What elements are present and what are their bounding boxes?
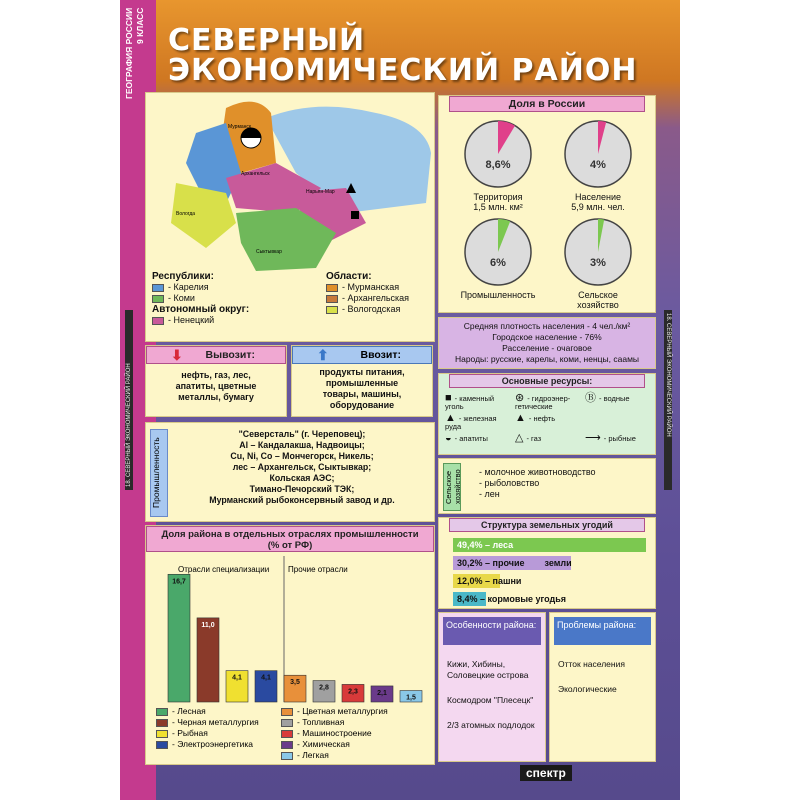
map-city-naryan-mar: Нарьян-Мар xyxy=(306,189,335,195)
legend-swatch xyxy=(152,317,164,325)
map-city-murmansk: Мурманск xyxy=(228,124,252,130)
map-city-arkhangelsk: Архангельск xyxy=(241,171,270,177)
agri-side-label: Сельское хозяйство xyxy=(443,463,461,511)
legend-swatch xyxy=(326,284,338,292)
chart-legend-label: - Электроэнергетика xyxy=(172,739,253,749)
page-title xyxy=(168,23,638,88)
legend-item: - Вологодская xyxy=(326,304,432,315)
region-map xyxy=(146,93,436,273)
features-item: Космодром "Плесецк" xyxy=(447,695,534,705)
chart-legend-label: - Машиностроение xyxy=(297,728,372,738)
publisher-logo: спектр xyxy=(520,765,572,781)
pie-value: 3% xyxy=(590,257,606,269)
agri-text: - молочное животноводство - рыболовство - лен xyxy=(479,467,596,499)
legend-swatch xyxy=(156,719,168,727)
chart-legend-item xyxy=(156,706,206,716)
chart-legend-item xyxy=(281,750,329,760)
export-panel xyxy=(145,345,287,417)
pie-graphic xyxy=(454,118,542,190)
resource-icon: ◒ xyxy=(445,432,452,444)
chart-group-label: Прочие отрасли xyxy=(288,565,348,574)
resource-item xyxy=(585,394,653,403)
resource-icon: ▲ xyxy=(515,412,526,424)
import-text: продукты питания, промышленные товары, машины, оборудование xyxy=(319,367,405,410)
map-city-vologda: Вологда xyxy=(176,211,196,217)
chart-legend-label: - Химическая xyxy=(297,739,350,749)
resource-icon: △ xyxy=(515,432,524,444)
resource-label: - водные xyxy=(599,394,630,403)
land-bar xyxy=(453,538,513,552)
population-panel xyxy=(438,317,656,369)
legend-swatch xyxy=(152,295,164,303)
chart-legend-item xyxy=(281,728,372,738)
legend-swatch xyxy=(281,730,293,738)
land-bar-label: 30,2% – прочие xyxy=(457,558,525,568)
chart-legend-label: - Топливная xyxy=(297,717,345,727)
course-name: ГЕОГРАФИЯ РОССИИ xyxy=(124,8,134,100)
legend-swatch xyxy=(281,708,293,716)
chart-legend xyxy=(156,706,436,762)
industry-text: "Северсталь" (г. Череповец); Al – Кандалакша, Надвоицы; Cu, Ni, Co – Мончегорск, Никель; лес – Архангельск, Сыктывкар; Кольская АЭС; Тимано-Печорский ТЭК; Мурманский рыбоконсервный завод и др. xyxy=(209,429,395,505)
resource-label: - рыбные xyxy=(603,434,636,443)
land-bar-label: 12,0% – пашни xyxy=(457,576,522,586)
problems-title: Проблемы района: xyxy=(554,617,651,645)
legend-swatch xyxy=(156,730,168,738)
legend-swatch xyxy=(152,284,164,292)
chart-data-label: 2,8 xyxy=(319,684,329,692)
map-city-syktyvkar: Сыктывкар xyxy=(256,249,282,255)
left-vertical-label: 18. СЕВЕРНЫЙ ЭКОНОМИЧЕСКИЙ РАЙОН xyxy=(125,310,133,490)
share-panel xyxy=(438,95,656,313)
resource-item xyxy=(445,394,513,411)
export-text: нефть, газ, лес, апатиты, цветные металлы, бумагу xyxy=(175,370,257,402)
import-header xyxy=(292,346,432,364)
legend-republics-title: Республики: xyxy=(152,271,214,282)
resource-label: - газ xyxy=(526,434,542,443)
pie-sublabel: 5,9 млн. чел. xyxy=(571,202,625,212)
resource-icon: ⟶ xyxy=(585,432,601,444)
legend-oblasts-title: Области: xyxy=(326,271,372,282)
chart-group-label: Отрасли специализации xyxy=(178,565,270,574)
resource-item xyxy=(515,414,583,423)
right-vertical-label: 18. СЕВЕРНЫЙ ЭКОНОМИЧЕСКИЙ РАЙОН xyxy=(664,310,672,490)
problems-panel xyxy=(549,612,656,762)
resource-icon: ■ xyxy=(445,392,452,404)
chart-legend-item xyxy=(281,717,344,727)
features-title: Особенности района: xyxy=(443,617,541,645)
share-pie xyxy=(454,118,542,212)
chart-data-label: 2,3 xyxy=(348,688,358,696)
map-panel xyxy=(145,92,435,342)
resource-icon: ⊛ xyxy=(515,392,525,404)
problems-item: Экологические xyxy=(558,684,617,694)
chart-legend-label: - Цветная металлургия xyxy=(297,706,388,716)
land-panel xyxy=(438,517,656,609)
grade-label: 9 КЛАСС xyxy=(135,8,145,45)
chart-data-label: 11,0 xyxy=(201,621,215,629)
pie-graphic xyxy=(554,118,642,190)
land-bar-label: 8,4% – кормовые угодья xyxy=(457,594,567,604)
legend-swatch xyxy=(281,752,293,760)
title-line-2: ЭКОНОМИЧЕСКИЙ РАЙОН xyxy=(168,53,638,88)
pie-value: 6% xyxy=(490,257,506,269)
problems-item: Отток населения xyxy=(558,659,625,669)
chart-legend-label: - Рыбная xyxy=(172,728,208,738)
legend-right xyxy=(326,271,432,315)
features-list xyxy=(439,649,545,735)
chart-legend-label: - Черная металлургия xyxy=(172,717,259,727)
bar-chart xyxy=(146,556,436,706)
share-title: Доля в России xyxy=(449,96,645,112)
legend-left xyxy=(152,271,302,326)
resource-item xyxy=(585,434,653,443)
resource-icon: Ⓑ xyxy=(585,392,596,404)
legend-item: - Коми xyxy=(152,293,302,304)
features-panel xyxy=(438,612,546,762)
chart-legend-item xyxy=(281,739,350,749)
features-item: Кижи, Хибины, Соловецкие острова xyxy=(447,659,529,680)
import-panel xyxy=(291,345,433,417)
resources-panel xyxy=(438,373,656,455)
resource-item xyxy=(445,414,513,431)
export-header xyxy=(146,346,286,364)
title-line-1: СЕВЕРНЫЙ xyxy=(168,23,366,58)
chart-title: Доля района в отдельных отраслях промышленности (% от РФ) xyxy=(146,526,434,552)
legend-swatch xyxy=(156,708,168,716)
resource-label: - железная руда xyxy=(445,414,497,431)
chart-legend-label: - Легкая xyxy=(297,750,329,760)
problems-list xyxy=(550,649,655,699)
chart-data-label: 4,1 xyxy=(232,674,242,682)
chart-data-label: 3,5 xyxy=(290,679,300,687)
land-title: Структура земельных угодий xyxy=(449,518,645,532)
legend-item: - Ненецкий xyxy=(152,315,302,326)
land-bar-label: 49,4% – леса xyxy=(457,540,514,550)
legend-item: - Мурманская xyxy=(326,282,432,293)
pie-sublabel: 1,5 млн. км² xyxy=(473,202,523,212)
pie-label: Население xyxy=(575,192,621,202)
features-item: 2/3 атомных подлодок xyxy=(447,720,535,730)
resource-item xyxy=(445,434,513,443)
pie-graphic xyxy=(554,216,642,288)
legend-swatch xyxy=(281,719,293,727)
chart-bar xyxy=(197,618,219,702)
resource-label: - гидроэнер-гетические xyxy=(515,394,571,411)
arrow-up-icon: ⬆ xyxy=(317,347,329,363)
legend-swatch xyxy=(326,295,338,303)
chart-data-label: 2,1 xyxy=(377,689,387,697)
share-pie xyxy=(454,216,542,300)
resource-item xyxy=(515,434,583,443)
legend-swatch xyxy=(156,741,168,749)
chart-legend-item xyxy=(156,717,259,727)
chart-legend-item xyxy=(156,739,253,749)
share-pie xyxy=(554,118,642,212)
resource-label: - апатиты xyxy=(454,434,488,443)
land-bar xyxy=(453,592,566,606)
chart-legend-item xyxy=(281,706,388,716)
chart-legend-label: - Лесная xyxy=(172,706,206,716)
pie-sublabel: хозяйство xyxy=(577,300,619,310)
export-title: Вывозит: xyxy=(205,349,255,361)
pie-label: Территория xyxy=(473,192,523,202)
arrow-down-icon: ⬇ xyxy=(171,347,183,363)
chart-legend-item xyxy=(156,728,208,738)
import-title: Ввозит: xyxy=(360,349,401,361)
resource-item xyxy=(515,394,583,411)
population-text: Средняя плотность населения - 4 чел./км² Городское население - 76% Расселение - очаговое Народы: русские, карелы, коми, ненцы, саамы xyxy=(454,321,640,364)
chart-panel xyxy=(145,525,435,765)
land-bar xyxy=(453,574,521,588)
chart-data-label: 1,5 xyxy=(406,694,416,702)
legend-swatch xyxy=(281,741,293,749)
resource-label: - нефть xyxy=(528,414,556,423)
pie-graphic xyxy=(454,216,542,288)
land-bar-suffix: земли xyxy=(544,558,572,568)
pie-label: Сельское xyxy=(578,290,618,300)
pie-value: 8,6% xyxy=(485,159,511,171)
share-pie xyxy=(554,216,642,310)
chart-data-label: 16,7 xyxy=(172,578,186,586)
agri-panel xyxy=(438,458,656,514)
resources-title: Основные ресурсы: xyxy=(449,374,645,388)
pie-label: Промышленность xyxy=(460,290,536,300)
legend-item: - Архангельская xyxy=(326,293,432,304)
legend-item: - Карелия xyxy=(152,282,302,293)
legend-ao-title: Автономный округ: xyxy=(152,304,250,315)
chart-data-label: 4,1 xyxy=(261,674,271,682)
land-bar xyxy=(453,556,572,570)
legend-swatch xyxy=(326,306,338,314)
coal-icon xyxy=(351,211,359,219)
resource-icon: ▲ xyxy=(445,412,456,424)
industry-side-label: Промышленность xyxy=(150,429,168,517)
resource-label: - каменный уголь xyxy=(445,394,495,411)
chart-bar xyxy=(168,574,190,702)
industry-panel xyxy=(145,422,435,522)
pie-value: 4% xyxy=(590,159,606,171)
